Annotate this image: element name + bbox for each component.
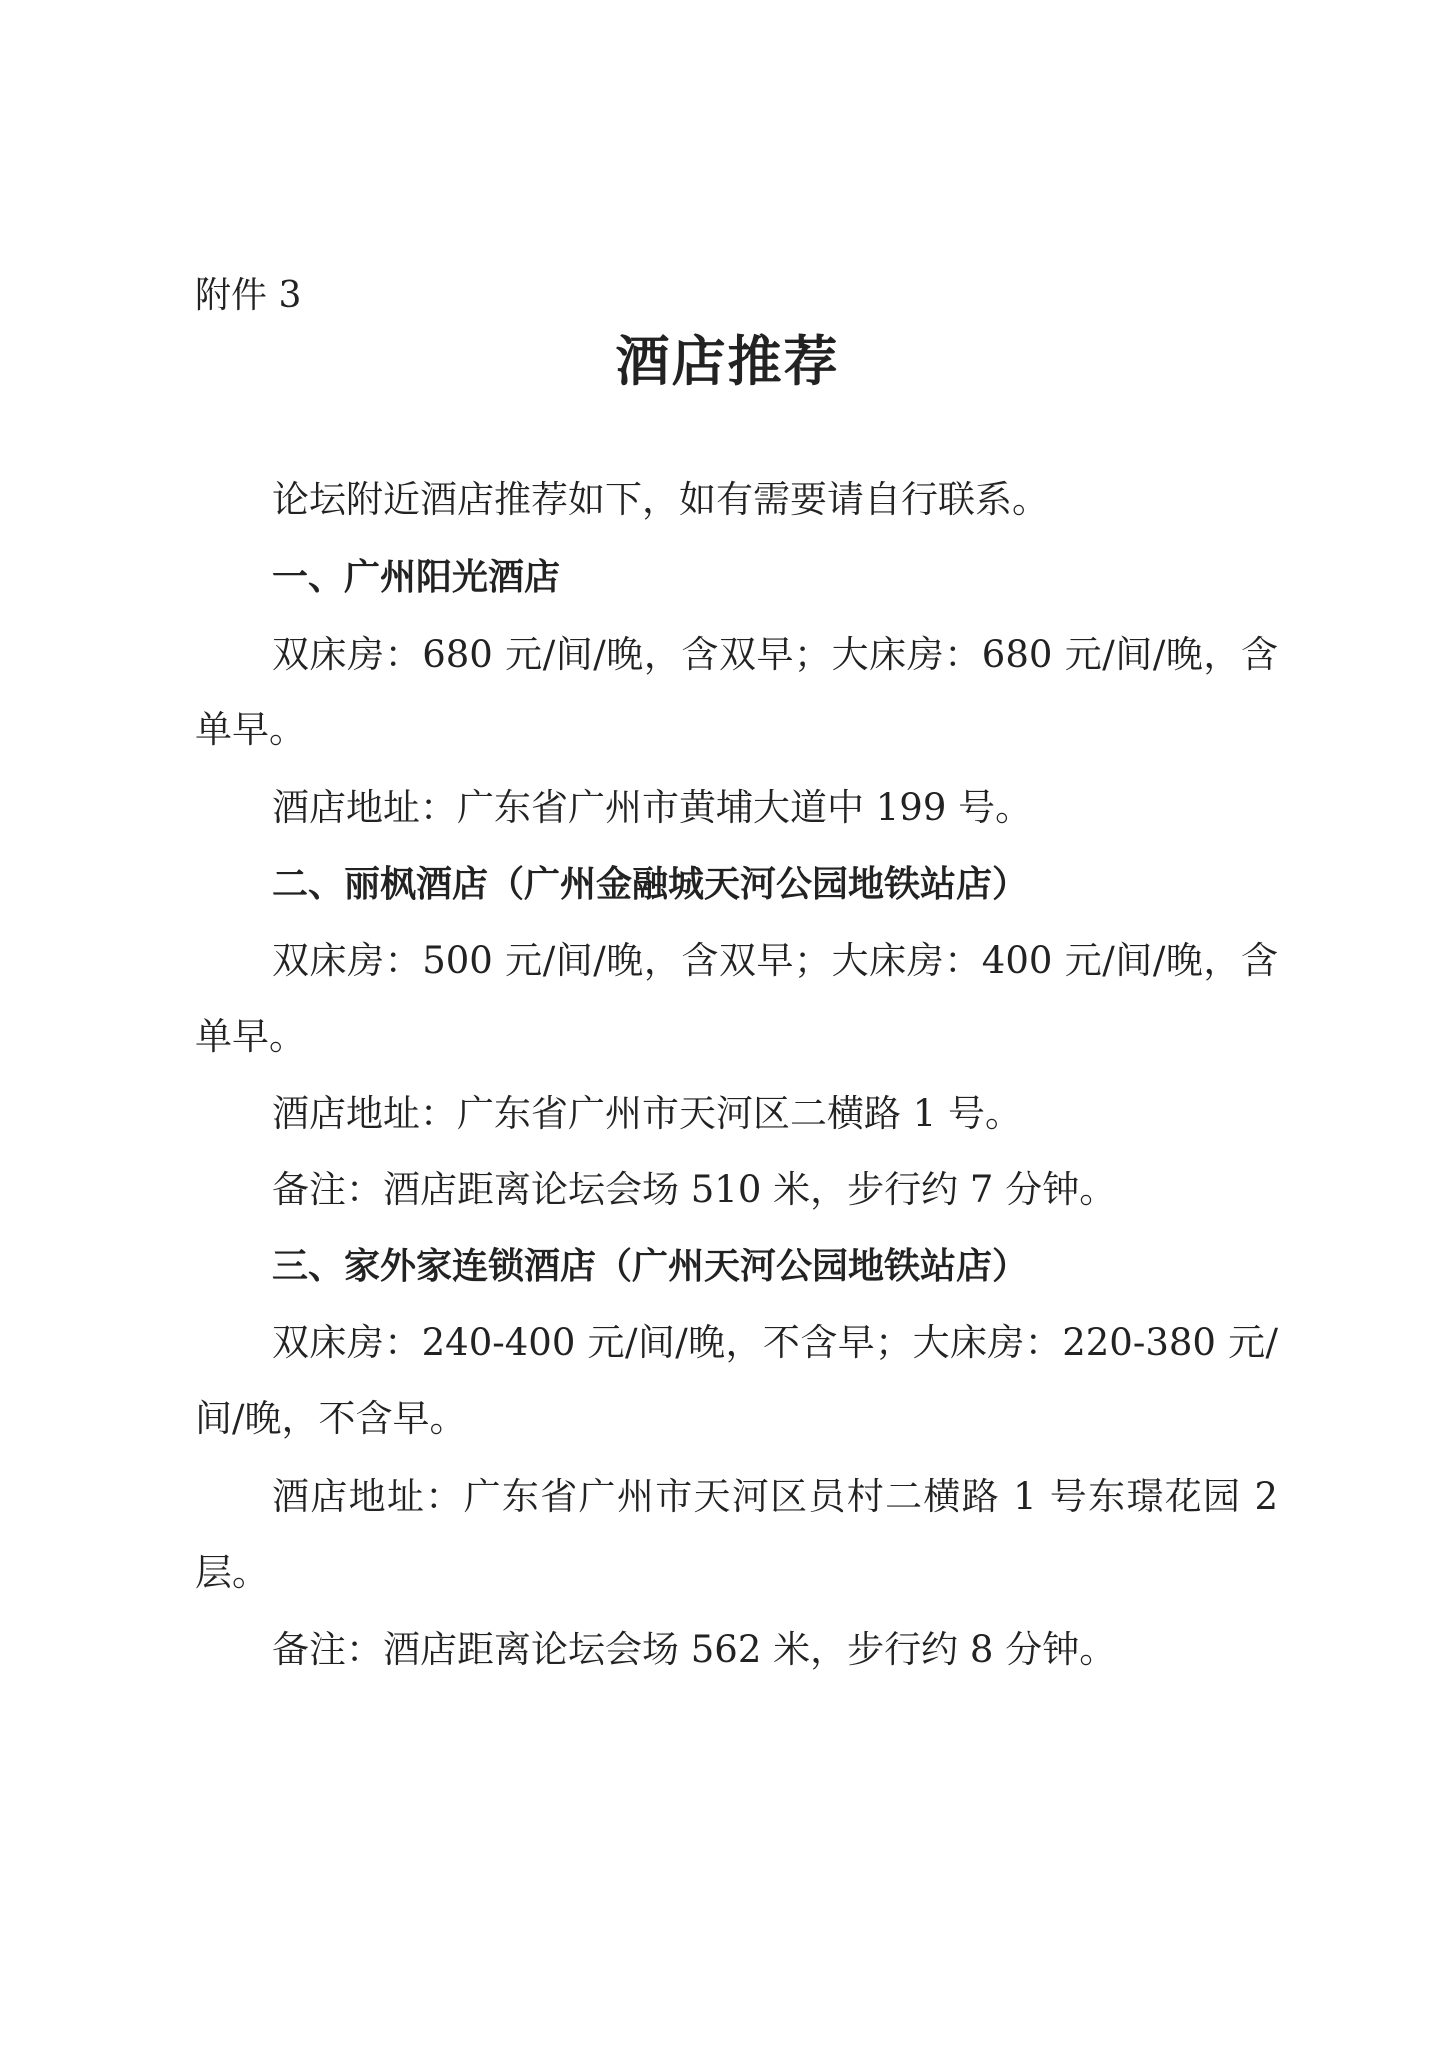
hotel-2-price-line1: 双床房：500 元/间/晚，含双早；大床房：400 元/间/晚，含 [272,939,1278,982]
hotel-2-price-line2: 单早。 [195,1015,306,1058]
hotel-1-heading: 一、广州阳光酒店 [272,557,561,598]
hotel-1-price-line2: 单早。 [195,708,306,751]
intro-paragraph: 论坛附近酒店推荐如下，如有需要请自行联系。 [272,478,1049,521]
hotel-2-heading: 二、丽枫酒店（广州金融城天河公园地铁站店） [272,864,1029,905]
hotel-3-heading: 三、家外家连锁酒店（广州天河公园地铁站店） [272,1246,1029,1287]
hotel-3-price-line2: 间/晚，不含早。 [195,1397,467,1440]
attachment-label: 附件 3 [195,275,302,316]
hotel-2-address: 酒店地址：广东省广州市天河区二横路 1 号。 [272,1092,1023,1135]
page-title: 酒店推荐 [615,329,840,393]
hotel-3-price-line1: 双床房：240-400 元/间/晚，不含早；大床房：220-380 元/ [272,1321,1278,1364]
hotel-1-address: 酒店地址：广东省广州市黄埔大道中 199 号。 [272,786,1033,829]
hotel-3-address-line1: 酒店地址：广东省广州市天河区员村二横路 1 号东璟花园 2 [272,1475,1278,1518]
hotel-2-note: 备注：酒店距离论坛会场 510 米，步行约 7 分钟。 [272,1168,1117,1211]
hotel-3-address-line2: 层。 [195,1551,269,1594]
hotel-3-note: 备注：酒店距离论坛会场 562 米，步行约 8 分钟。 [272,1628,1117,1671]
hotel-1-price-line1: 双床房：680 元/间/晚，含双早；大床房：680 元/间/晚，含 [272,633,1278,676]
